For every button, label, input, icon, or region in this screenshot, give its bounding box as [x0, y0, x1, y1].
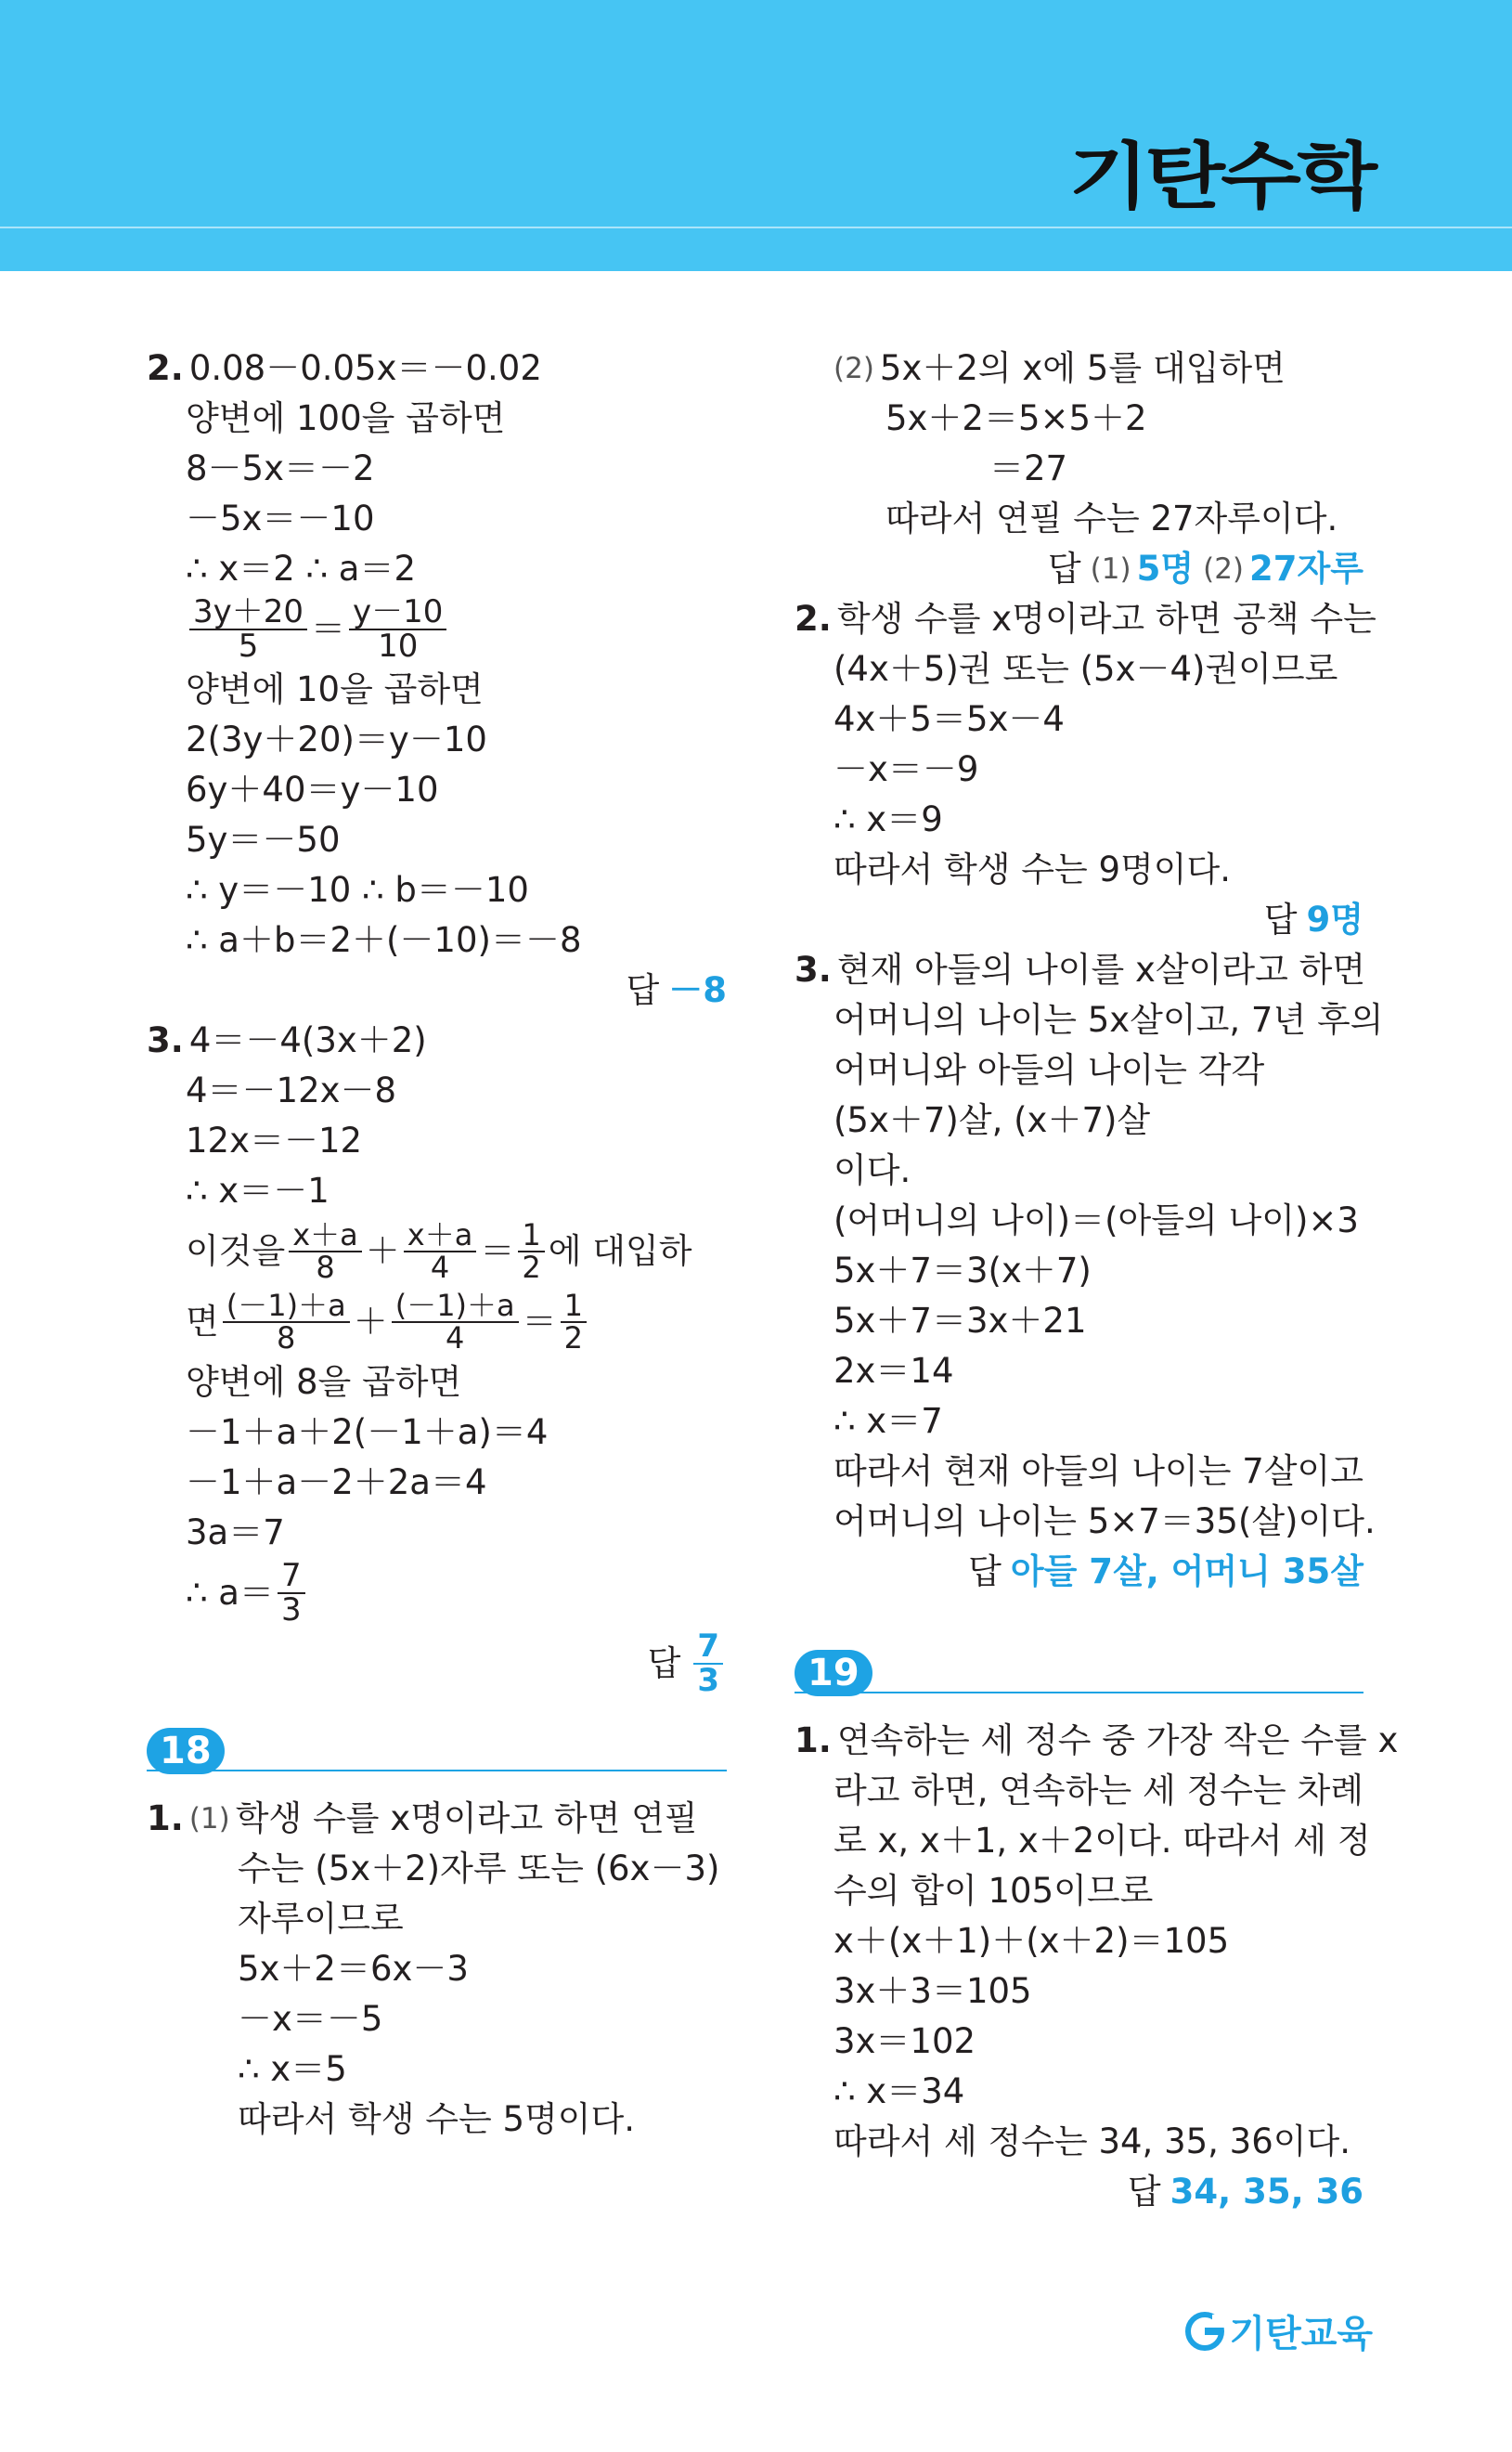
- numerator: 7: [278, 1560, 305, 1594]
- section-badge: 18: [147, 1728, 225, 1774]
- step-line: ∴ y＝－10 ∴ b＝－10: [186, 870, 529, 910]
- step-line: 6y＋40＝y－10: [186, 770, 439, 810]
- denominator: 4: [446, 1320, 465, 1356]
- step-text: 5x＋2의 x에 5를 대입하면: [879, 348, 1286, 388]
- step-line: 양변에 100을 곱하면: [186, 398, 506, 438]
- publisher-g-icon: [1184, 2311, 1225, 2352]
- step-line: ∴ x＝9: [834, 799, 943, 839]
- denominator: 2: [563, 1320, 584, 1356]
- step-line: 3x＋3＝105: [834, 1971, 1032, 2011]
- section-divider: [795, 1692, 1363, 1693]
- step-line: ∴ x＝－1: [186, 1171, 330, 1211]
- step-text: 학생 수를 x명이라고 하면 연필: [235, 1798, 698, 1838]
- step-line: 어머니의 나이는 5×7＝35(살)이다.: [834, 1501, 1376, 1541]
- fraction: [404, 1217, 477, 1285]
- fraction: [289, 1217, 362, 1285]
- section-18-problem-1-part-2: [795, 344, 1363, 594]
- step-line: ∴ x＝2 ∴ a＝2: [186, 549, 417, 589]
- answer-value: 9명: [1306, 900, 1363, 940]
- step-line: x＋(x＋1)＋(x＋2)＝105: [834, 1921, 1230, 1961]
- denominator: 3: [280, 1591, 302, 1628]
- numerator: (－1)＋a: [392, 1291, 519, 1323]
- plus-sign: ＋: [353, 1302, 388, 1342]
- fraction: [349, 593, 446, 665]
- problem-number: 3.: [795, 950, 832, 990]
- step-line: 3x＝102: [834, 2021, 976, 2061]
- answer-label: 답: [968, 1551, 1002, 1591]
- section-18-problem-2: [795, 594, 1376, 945]
- step-line: －5x＝－10: [186, 499, 375, 538]
- step-line: 8－5x＝－2: [186, 448, 375, 488]
- step-line: (4x＋5)권 또는 (5x－4)권이므로: [834, 649, 1338, 689]
- answer-label: 답: [1047, 549, 1081, 589]
- fraction-equation: [147, 594, 727, 665]
- sub-number: (1): [188, 1802, 230, 1836]
- step-line: －1＋a－2＋2a＝4: [186, 1462, 487, 1502]
- step-line: 4x＋5＝5x－4: [834, 699, 1065, 739]
- step-line: 로 x, x＋1, x＋2이다. 따라서 세 정: [834, 1821, 1371, 1861]
- header-stripe: [0, 227, 1512, 228]
- step-text: ∴ a＝: [186, 1573, 274, 1613]
- fraction: [223, 1288, 350, 1356]
- numerator: x＋a: [289, 1220, 362, 1252]
- step-line: 양변에 10을 곱하면: [186, 669, 484, 709]
- step-line: 수는 (5x＋2)자루 또는 (6x－3): [238, 1849, 720, 1888]
- right-column: [795, 344, 1399, 2217]
- step-line: 어머니의 나이는 5x살이고, 7년 후의: [834, 1000, 1384, 1040]
- problem-3: [147, 1016, 727, 1699]
- answer-value: 34, 35, 36: [1170, 2172, 1363, 2212]
- denominator: 4: [430, 1250, 450, 1285]
- numerator: 3y＋20: [189, 596, 307, 630]
- step-line: －x＝－5: [238, 1999, 383, 2039]
- numerator: x＋a: [404, 1220, 477, 1252]
- equation-line: 0.08－0.05x＝－0.02: [188, 348, 542, 388]
- step-line: ∴ a＋b＝2＋(－10)＝－8: [186, 920, 582, 960]
- step-line: 이다.: [834, 1150, 911, 1190]
- numerator: y－10: [349, 596, 446, 630]
- answer-value: 27자루: [1249, 549, 1363, 589]
- numerator: 1: [518, 1220, 544, 1252]
- answer-sub-label: (2): [1203, 552, 1245, 586]
- fraction: [189, 593, 307, 665]
- publisher-logo: [1184, 2304, 1373, 2357]
- step-line: 따라서 학생 수는 5명이다.: [238, 2099, 636, 2139]
- step-line: (어머니의 나이)＝(아들의 나이)×3: [834, 1200, 1359, 1240]
- problem-2: [147, 344, 727, 1016]
- fraction-equation: [147, 1287, 727, 1357]
- numerator: 1: [561, 1291, 587, 1323]
- step-line: 5y＝－50: [186, 820, 341, 860]
- section-18-problem-3: [795, 945, 1384, 1597]
- problem-number: 1.: [147, 1798, 184, 1838]
- denominator: 2: [522, 1250, 541, 1285]
- step-line: 어머니와 아들의 나이는 각각: [834, 1050, 1265, 1090]
- fraction: [278, 1557, 305, 1628]
- step-line: 양변에 8을 곱하면: [186, 1362, 462, 1402]
- answer-value: 5명: [1136, 549, 1195, 589]
- answer-value: －8: [668, 970, 727, 1010]
- publisher-name: 기탄교육: [1229, 2313, 1373, 2355]
- brand-title: 기탄수학: [1067, 136, 1373, 219]
- equals-sign: ＝: [480, 1231, 515, 1271]
- answer-line: [147, 966, 727, 1016]
- equation-line: 4＝－4(3x＋2): [188, 1020, 427, 1060]
- step-line: 2x＝14: [834, 1351, 954, 1391]
- step-line: －x＝－9: [834, 749, 979, 789]
- step-line: 4＝－12x－8: [186, 1070, 397, 1110]
- equals-sign: ＝: [311, 609, 346, 649]
- answer-line: [795, 1547, 1363, 1597]
- step-line: －1＋a＋2(－1＋a)＝4: [186, 1412, 549, 1452]
- answer-line: [795, 544, 1363, 594]
- step-line: 12x＝－12: [186, 1121, 363, 1161]
- step-line: 수의 합이 105이므로: [834, 1871, 1154, 1911]
- section-19-header: [795, 1643, 1363, 1703]
- denominator: 10: [378, 628, 419, 665]
- answer-label: 답: [1127, 2172, 1161, 2212]
- problem-number: 1.: [795, 1720, 832, 1760]
- step-line: 따라서 연필 수는 27자루이다.: [885, 499, 1338, 538]
- step-line: 따라서 세 정수는 34, 35, 36이다.: [834, 2121, 1351, 2161]
- answer-line: [795, 895, 1363, 945]
- result-line: [147, 1558, 727, 1628]
- answer-label: 답: [626, 970, 660, 1010]
- denominator: 8: [277, 1320, 296, 1356]
- problem-number: 3.: [147, 1020, 184, 1060]
- step-line: 5x＋2＝5×5＋2: [885, 398, 1147, 438]
- step-text: 에 대입하: [548, 1231, 692, 1271]
- numerator: (－1)＋a: [223, 1291, 350, 1323]
- denominator: 5: [238, 628, 259, 665]
- answer-label: 답: [1263, 900, 1298, 940]
- step-line: 2(3y＋20)＝y－10: [186, 720, 487, 759]
- step-line: 3a＝7: [186, 1512, 285, 1552]
- answer-label: 답: [647, 1643, 681, 1683]
- answer-line: [795, 2167, 1363, 2217]
- numerator: 7: [693, 1630, 723, 1665]
- section-18-header: [147, 1721, 727, 1781]
- section-divider: [147, 1770, 727, 1771]
- step-text: 이것을: [186, 1231, 286, 1271]
- step-line: 따라서 현재 아들의 나이는 7살이고: [834, 1451, 1363, 1491]
- step-line: ∴ x＝34: [834, 2071, 965, 2111]
- step-line: 자루이므로: [238, 1899, 404, 1939]
- denominator: 3: [697, 1662, 719, 1699]
- left-column: [147, 344, 727, 2145]
- denominator: 8: [316, 1250, 335, 1285]
- step-line: 따라서 학생 수는 9명이다.: [834, 850, 1232, 889]
- step-text: 학생 수를 x명이라고 하면 공책 수는: [836, 599, 1376, 639]
- section-18-problem-1: [147, 1794, 727, 2145]
- step-text: 면: [186, 1302, 219, 1342]
- answer-line: [147, 1628, 727, 1699]
- step-line: (5x＋7)살, (x＋7)살: [834, 1100, 1151, 1140]
- sub-number: (2): [834, 352, 874, 385]
- step-line: ∴ x＝7: [834, 1401, 943, 1441]
- answer-value: 아들 7살, 어머니 35살: [1010, 1551, 1363, 1591]
- problem-number: 2.: [147, 348, 184, 388]
- fraction: [392, 1288, 519, 1356]
- step-text: 연속하는 세 정수 중 가장 작은 수를 x: [836, 1720, 1399, 1760]
- step-text: 현재 아들의 나이를 x살이라고 하면: [836, 950, 1366, 990]
- step-line: ＝27: [989, 448, 1068, 488]
- plus-sign: ＋: [365, 1231, 400, 1271]
- fraction: [518, 1217, 544, 1285]
- equals-sign: ＝: [522, 1302, 557, 1342]
- step-line: 5x＋7＝3(x＋7): [834, 1251, 1092, 1291]
- page-header: [0, 0, 1512, 271]
- step-line: 5x＋7＝3x＋21: [834, 1301, 1087, 1341]
- step-line: 5x＋2＝6x－3: [238, 1949, 469, 1989]
- fraction-equation: [147, 1216, 727, 1287]
- answer-sub-label: (1): [1090, 552, 1131, 586]
- problem-number: 2.: [795, 599, 832, 639]
- fraction: [561, 1288, 587, 1356]
- step-line: ∴ x＝5: [238, 2049, 347, 2089]
- answer-fraction: [693, 1628, 723, 1699]
- step-line: 라고 하면, 연속하는 세 정수는 차례: [834, 1771, 1363, 1810]
- section-badge: 19: [795, 1650, 872, 1696]
- section-19-problem-1: [795, 1716, 1399, 2217]
